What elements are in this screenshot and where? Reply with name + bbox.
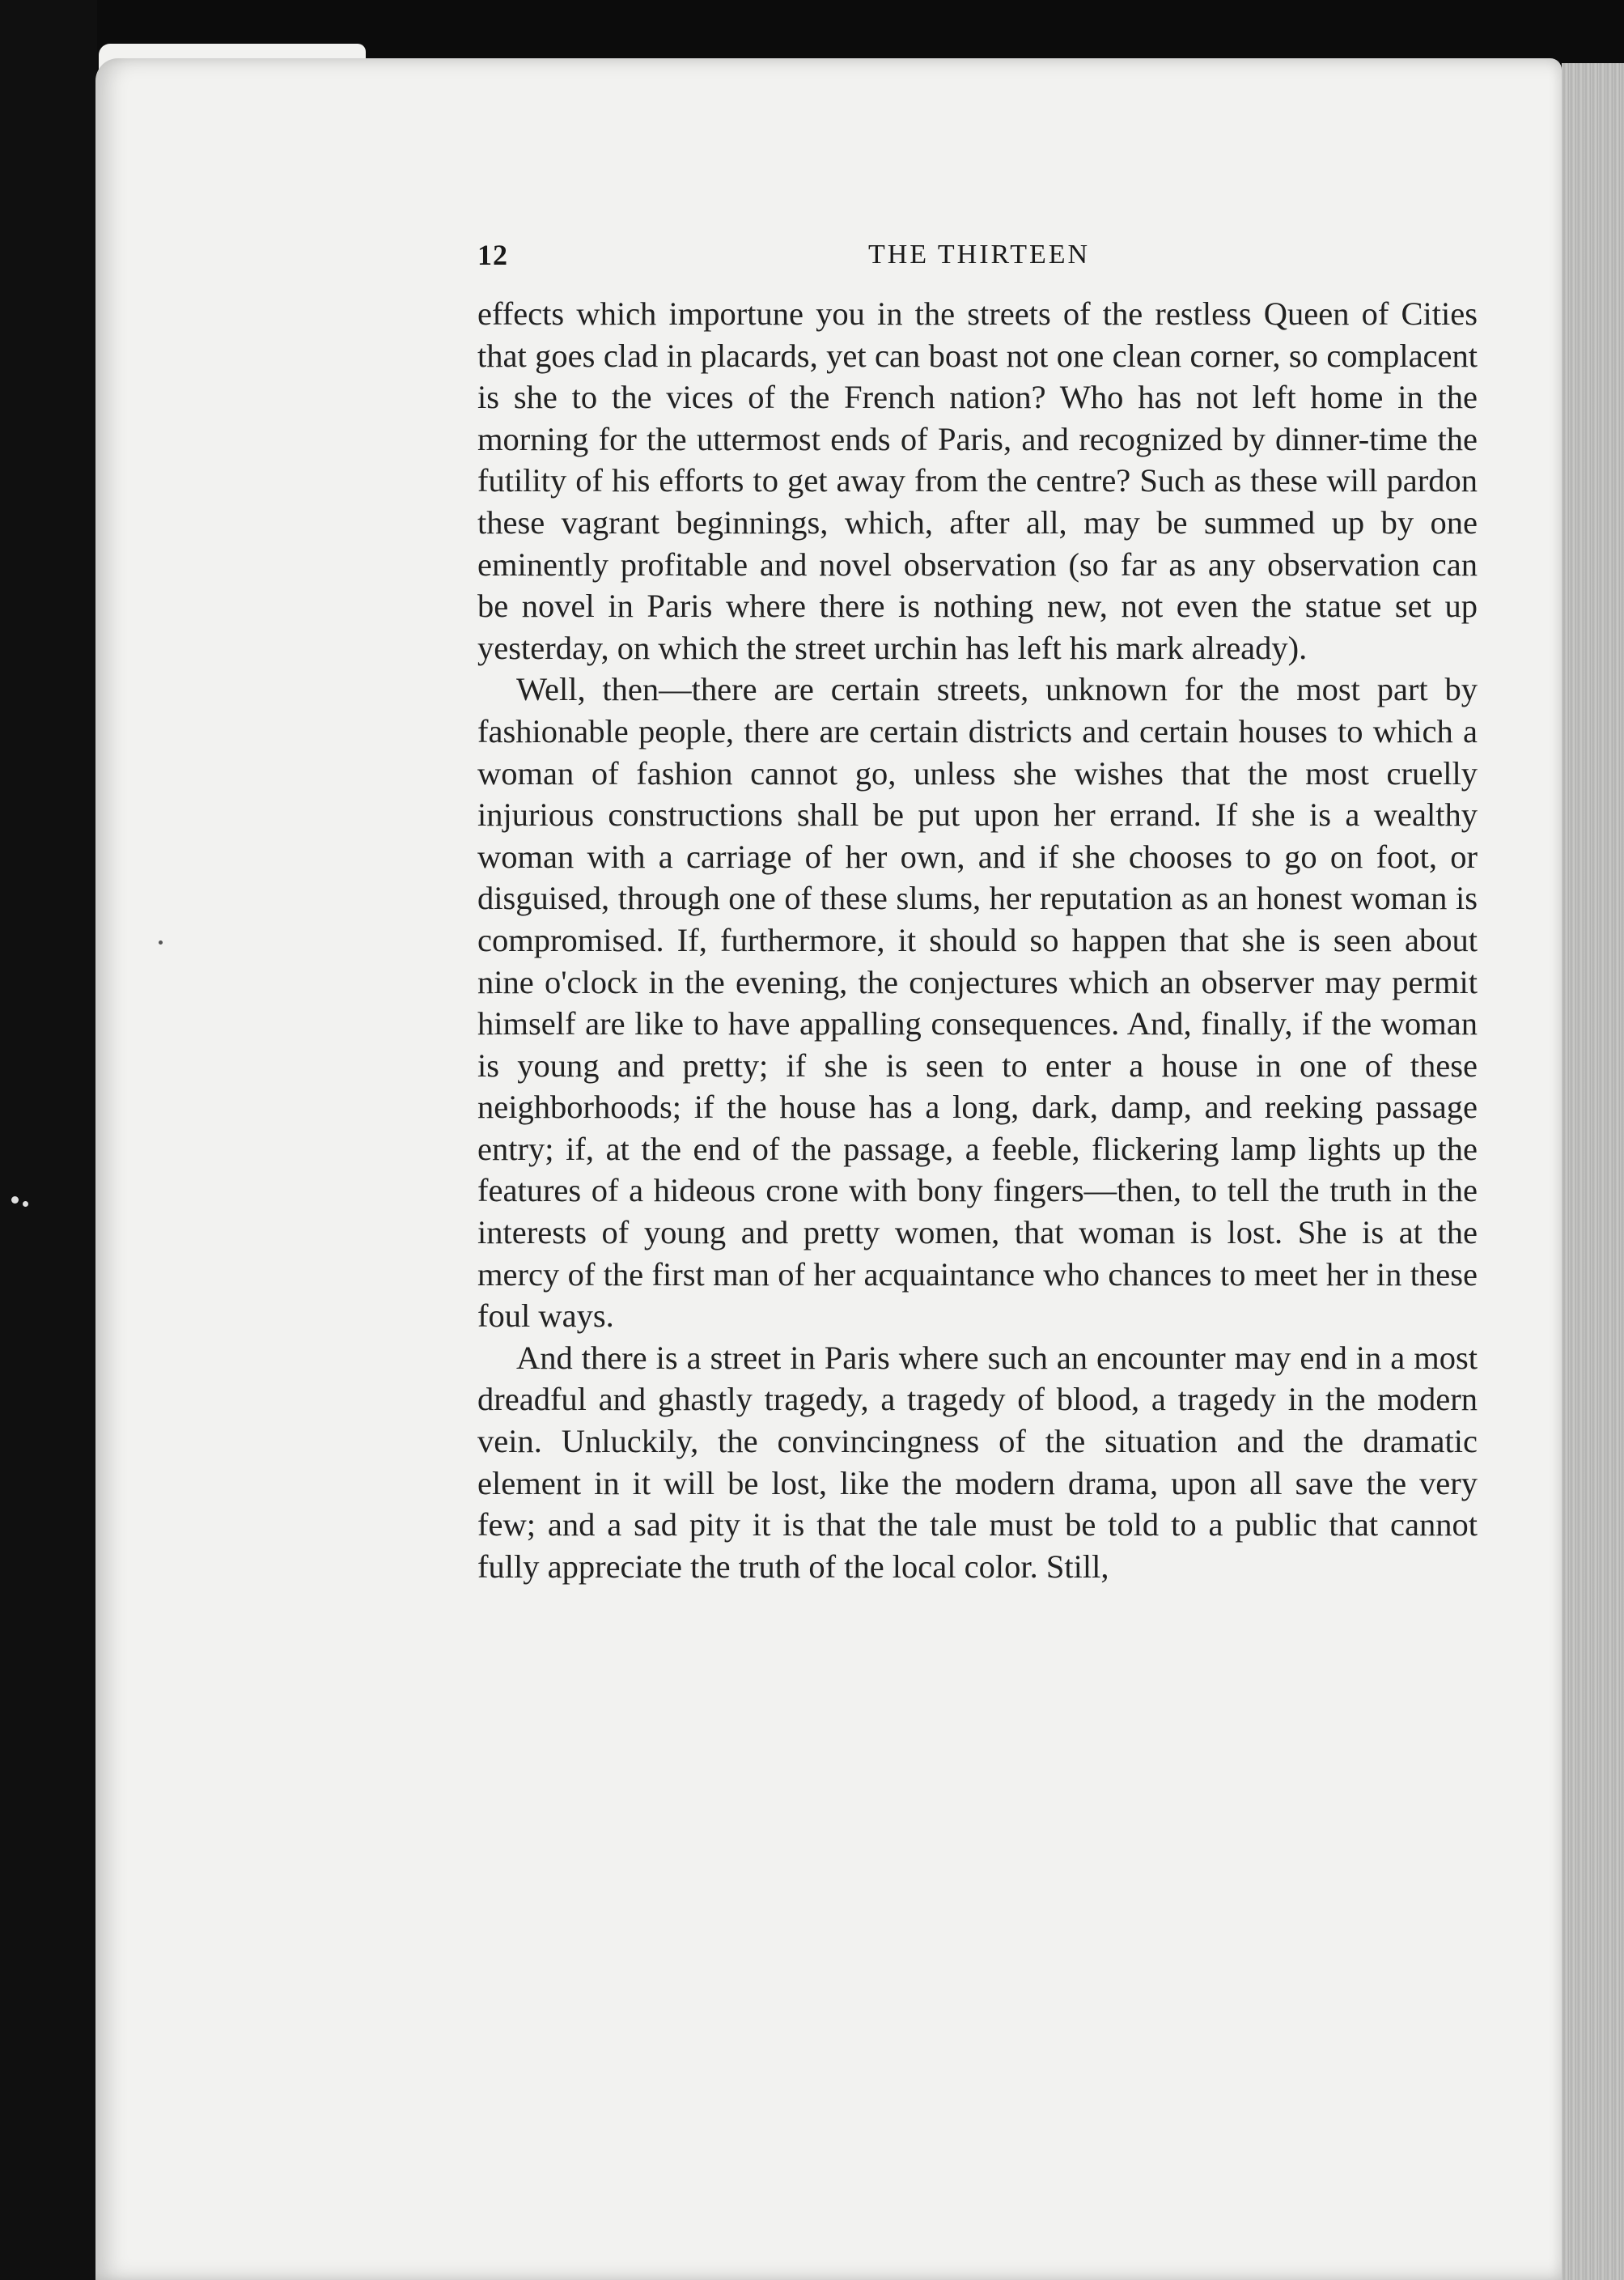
page-header	[477, 238, 1481, 280]
body-text	[477, 293, 1478, 1587]
paragraph-1: effects which importune you in the streets of the restless Queen of Cities that goes clad in placards, yet can boast not one clean corner, so complacent is she to the vices of the French nation? Who has not left home in the morning for the uttermost ends of Paris, and recognized by dinner-time the futility of his efforts to get away from the centre? Such as these will pardon these vagrant beginnings, which, after all, may be summed up by one eminently profitable and novel observation (so far as any observation can be novel in Paris where there is nothing new, not even the statue set up yesterday, on which the street urchin has left his mark already).	[477, 295, 1478, 666]
dust-speck	[23, 1201, 28, 1207]
paragraph-3: And there is a street in Paris where such an encounter may end in a most dreadful and ghastly tragedy, a tragedy of blood, a tragedy in the modern vein. Unluckily, the convincingness of the situation and the dramatic element in it will be lost, like the modern drama, upon all save the very few; and a sad pity it is that the tale must be told to a public that cannot fully appreciate the truth of the local color. Still,	[477, 1339, 1478, 1585]
paragraph-2: Well, then—there are certain streets, unknown for the most part by fashionable people, there are certain districts and certain houses to which a woman of fashion cannot go, unless she wishes that the most cruelly injurious constructions shall be put upon her errand. If she is a wealthy woman with a carriage of her own, and if she chooses to go on foot, or disguised, through one of these slums, her reputation as an honest woman is compromised. If, furthermore, it should so happen that she is seen about nine o'clock in the evening, the conjectures which an observer may permit himself are like to have appalling consequences. And, finally, if the woman is young and pretty; if she is seen to enter a house in one of these neighborhoods; if the house has a long, dark, damp, and reeking passage entry; if, at the end of the passage, a feeble, flickering lamp lights up the features of a hideous crone with bony fingers—then, to tell the truth in the interests of young and pretty women, that woman is lost. She is at the mercy of the first man of her acquaintance who chances to meet her in these foul ways.	[477, 671, 1478, 1335]
dust-speck	[159, 940, 163, 945]
running-title: THE THIRTEEN	[867, 240, 1091, 270]
page-number: 12	[477, 239, 508, 271]
spine-shadow	[0, 0, 97, 2280]
page-edges	[1562, 63, 1624, 2280]
dust-speck	[11, 1196, 19, 1204]
